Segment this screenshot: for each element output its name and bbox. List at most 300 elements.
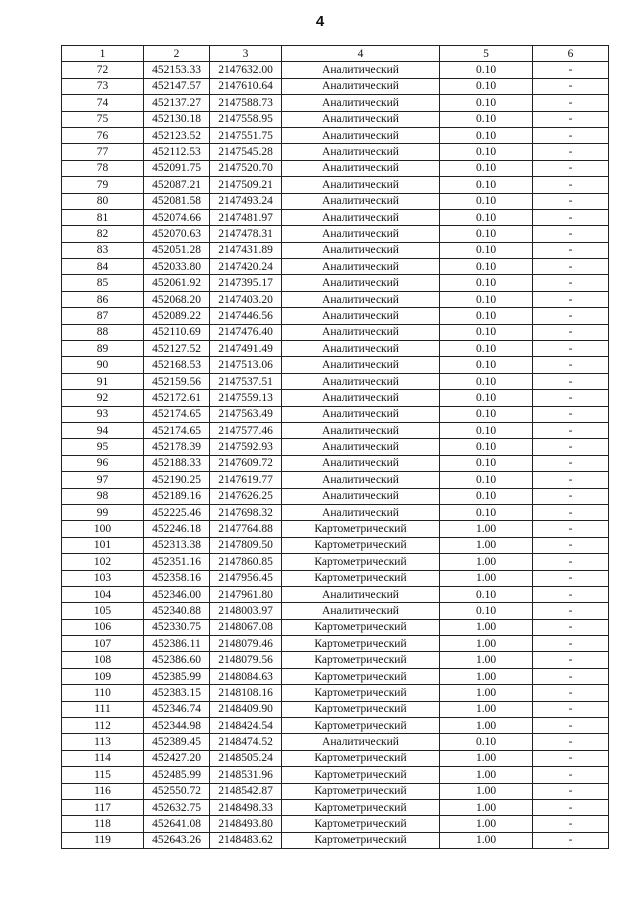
y-coordinate-cell: 2148474.52	[210, 734, 282, 750]
table-row	[62, 668, 609, 684]
point-number-cell: 94	[62, 422, 144, 438]
accuracy-cell: 0.10	[440, 472, 533, 488]
x-coordinate-cell: 452641.08	[144, 816, 210, 832]
method-cell: Аналитический	[282, 603, 440, 619]
y-coordinate-cell: 2148003.97	[210, 603, 282, 619]
table-row	[62, 816, 609, 832]
method-cell: Аналитический	[282, 406, 440, 422]
x-coordinate-cell: 452174.65	[144, 406, 210, 422]
y-coordinate-cell: 2147764.88	[210, 521, 282, 537]
y-coordinate-cell: 2147626.25	[210, 488, 282, 504]
x-coordinate-cell: 452330.75	[144, 619, 210, 635]
accuracy-cell: 1.00	[440, 767, 533, 783]
y-coordinate-cell: 2148409.90	[210, 701, 282, 717]
method-cell: Аналитический	[282, 209, 440, 225]
note-cell: -	[533, 619, 609, 635]
point-number-cell: 93	[62, 406, 144, 422]
x-coordinate-cell: 452385.99	[144, 668, 210, 684]
note-cell: -	[533, 472, 609, 488]
accuracy-cell: 1.00	[440, 816, 533, 832]
note-cell: -	[533, 652, 609, 668]
accuracy-cell: 0.10	[440, 373, 533, 389]
table-row	[62, 570, 609, 586]
x-coordinate-cell: 452190.25	[144, 472, 210, 488]
note-cell: -	[533, 537, 609, 553]
note-cell: -	[533, 357, 609, 373]
note-cell: -	[533, 242, 609, 258]
table-row	[62, 701, 609, 717]
table-row	[62, 554, 609, 570]
accuracy-cell: 0.10	[440, 603, 533, 619]
table-row	[62, 160, 609, 176]
point-number-cell: 79	[62, 177, 144, 193]
y-coordinate-cell: 2147431.89	[210, 242, 282, 258]
table-row	[62, 537, 609, 553]
column-header-1: 1	[62, 46, 144, 62]
x-coordinate-cell: 452632.75	[144, 799, 210, 815]
point-number-cell: 101	[62, 537, 144, 553]
x-coordinate-cell: 452188.33	[144, 455, 210, 471]
note-cell: -	[533, 209, 609, 225]
x-coordinate-cell: 452346.00	[144, 586, 210, 602]
note-cell: -	[533, 95, 609, 111]
y-coordinate-cell: 2147520.70	[210, 160, 282, 176]
point-number-cell: 110	[62, 685, 144, 701]
y-coordinate-cell: 2147537.51	[210, 373, 282, 389]
method-cell: Аналитический	[282, 504, 440, 520]
table-row	[62, 455, 609, 471]
accuracy-cell: 0.10	[440, 341, 533, 357]
method-cell: Аналитический	[282, 422, 440, 438]
point-number-cell: 95	[62, 439, 144, 455]
point-number-cell: 84	[62, 259, 144, 275]
y-coordinate-cell: 2147513.06	[210, 357, 282, 373]
table-row	[62, 472, 609, 488]
method-cell: Аналитический	[282, 373, 440, 389]
table-body	[62, 62, 609, 849]
accuracy-cell: 1.00	[440, 537, 533, 553]
method-cell: Картометрический	[282, 521, 440, 537]
note-cell: -	[533, 373, 609, 389]
method-cell: Картометрический	[282, 783, 440, 799]
y-coordinate-cell: 2147563.49	[210, 406, 282, 422]
method-cell: Картометрический	[282, 750, 440, 766]
y-coordinate-cell: 2147491.49	[210, 341, 282, 357]
y-coordinate-cell: 2147509.21	[210, 177, 282, 193]
x-coordinate-cell: 452070.63	[144, 226, 210, 242]
table-row	[62, 242, 609, 258]
y-coordinate-cell: 2148067.08	[210, 619, 282, 635]
point-number-cell: 104	[62, 586, 144, 602]
x-coordinate-cell: 452340.88	[144, 603, 210, 619]
accuracy-cell: 0.10	[440, 95, 533, 111]
table-row	[62, 324, 609, 340]
note-cell: -	[533, 144, 609, 160]
point-number-cell: 72	[62, 62, 144, 78]
point-number-cell: 119	[62, 832, 144, 848]
table-row	[62, 783, 609, 799]
note-cell: -	[533, 734, 609, 750]
method-cell: Картометрический	[282, 636, 440, 652]
x-coordinate-cell: 452427.20	[144, 750, 210, 766]
method-cell: Аналитический	[282, 455, 440, 471]
accuracy-cell: 1.00	[440, 799, 533, 815]
x-coordinate-cell: 452344.98	[144, 718, 210, 734]
x-coordinate-cell: 452485.99	[144, 767, 210, 783]
point-number-cell: 111	[62, 701, 144, 717]
accuracy-cell: 1.00	[440, 783, 533, 799]
point-number-cell: 73	[62, 78, 144, 94]
accuracy-cell: 0.10	[440, 226, 533, 242]
method-cell: Аналитический	[282, 275, 440, 291]
table-row	[62, 521, 609, 537]
note-cell: -	[533, 308, 609, 324]
point-number-cell: 83	[62, 242, 144, 258]
header-row	[62, 46, 609, 62]
note-cell: -	[533, 259, 609, 275]
y-coordinate-cell: 2148079.56	[210, 652, 282, 668]
note-cell: -	[533, 422, 609, 438]
table-row	[62, 685, 609, 701]
y-coordinate-cell: 2147956.45	[210, 570, 282, 586]
x-coordinate-cell: 452386.11	[144, 636, 210, 652]
accuracy-cell: 0.10	[440, 291, 533, 307]
method-cell: Аналитический	[282, 78, 440, 94]
method-cell: Картометрический	[282, 832, 440, 848]
accuracy-cell: 0.10	[440, 242, 533, 258]
accuracy-cell: 1.00	[440, 832, 533, 848]
point-number-cell: 112	[62, 718, 144, 734]
column-header-4: 4	[282, 46, 440, 62]
point-number-cell: 108	[62, 652, 144, 668]
accuracy-cell: 1.00	[440, 668, 533, 684]
point-number-cell: 96	[62, 455, 144, 471]
note-cell: -	[533, 816, 609, 832]
method-cell: Аналитический	[282, 242, 440, 258]
accuracy-cell: 0.10	[440, 324, 533, 340]
method-cell: Аналитический	[282, 734, 440, 750]
y-coordinate-cell: 2148531.96	[210, 767, 282, 783]
accuracy-cell: 0.10	[440, 62, 533, 78]
x-coordinate-cell: 452386.60	[144, 652, 210, 668]
x-coordinate-cell: 452159.56	[144, 373, 210, 389]
point-number-cell: 76	[62, 127, 144, 143]
x-coordinate-cell: 452225.46	[144, 504, 210, 520]
x-coordinate-cell: 452351.16	[144, 554, 210, 570]
table-row	[62, 62, 609, 78]
point-number-cell: 92	[62, 390, 144, 406]
x-coordinate-cell: 452147.57	[144, 78, 210, 94]
note-cell: -	[533, 521, 609, 537]
point-number-cell: 86	[62, 291, 144, 307]
note-cell: -	[533, 685, 609, 701]
method-cell: Картометрический	[282, 701, 440, 717]
x-coordinate-cell: 452550.72	[144, 783, 210, 799]
y-coordinate-cell: 2147809.50	[210, 537, 282, 553]
accuracy-cell: 1.00	[440, 521, 533, 537]
x-coordinate-cell: 452358.16	[144, 570, 210, 586]
table-row	[62, 767, 609, 783]
x-coordinate-cell: 452127.52	[144, 341, 210, 357]
method-cell: Аналитический	[282, 193, 440, 209]
note-cell: -	[533, 701, 609, 717]
method-cell: Аналитический	[282, 488, 440, 504]
point-number-cell: 109	[62, 668, 144, 684]
table-row	[62, 308, 609, 324]
note-cell: -	[533, 160, 609, 176]
point-number-cell: 103	[62, 570, 144, 586]
table-row	[62, 718, 609, 734]
accuracy-cell: 0.10	[440, 422, 533, 438]
note-cell: -	[533, 783, 609, 799]
accuracy-cell: 1.00	[440, 652, 533, 668]
point-number-cell: 99	[62, 504, 144, 520]
table-row	[62, 357, 609, 373]
note-cell: -	[533, 767, 609, 783]
note-cell: -	[533, 488, 609, 504]
method-cell: Аналитический	[282, 472, 440, 488]
method-cell: Аналитический	[282, 177, 440, 193]
point-number-cell: 114	[62, 750, 144, 766]
method-cell: Аналитический	[282, 127, 440, 143]
table-row	[62, 373, 609, 389]
point-number-cell: 118	[62, 816, 144, 832]
note-cell: -	[533, 603, 609, 619]
x-coordinate-cell: 452172.61	[144, 390, 210, 406]
table-row	[62, 78, 609, 94]
table-row	[62, 652, 609, 668]
x-coordinate-cell: 452081.58	[144, 193, 210, 209]
point-number-cell: 98	[62, 488, 144, 504]
y-coordinate-cell: 2147551.75	[210, 127, 282, 143]
method-cell: Картометрический	[282, 718, 440, 734]
method-cell: Аналитический	[282, 111, 440, 127]
x-coordinate-cell: 452112.53	[144, 144, 210, 160]
x-coordinate-cell: 452033.80	[144, 259, 210, 275]
point-number-cell: 88	[62, 324, 144, 340]
note-cell: -	[533, 341, 609, 357]
x-coordinate-cell: 452189.16	[144, 488, 210, 504]
coordinates-table	[61, 45, 609, 849]
table-row	[62, 504, 609, 520]
y-coordinate-cell: 2147698.32	[210, 504, 282, 520]
accuracy-cell: 0.10	[440, 127, 533, 143]
accuracy-cell: 0.10	[440, 275, 533, 291]
table-row	[62, 177, 609, 193]
table-row	[62, 799, 609, 815]
point-number-cell: 91	[62, 373, 144, 389]
table-row	[62, 209, 609, 225]
point-number-cell: 117	[62, 799, 144, 815]
method-cell: Картометрический	[282, 619, 440, 635]
y-coordinate-cell: 2147592.93	[210, 439, 282, 455]
method-cell: Картометрический	[282, 668, 440, 684]
y-coordinate-cell: 2148498.33	[210, 799, 282, 815]
column-header-2: 2	[144, 46, 210, 62]
method-cell: Аналитический	[282, 259, 440, 275]
table-row	[62, 619, 609, 635]
note-cell: -	[533, 177, 609, 193]
method-cell: Аналитический	[282, 144, 440, 160]
method-cell: Аналитический	[282, 341, 440, 357]
point-number-cell: 97	[62, 472, 144, 488]
y-coordinate-cell: 2147961.80	[210, 586, 282, 602]
note-cell: -	[533, 668, 609, 684]
point-number-cell: 102	[62, 554, 144, 570]
y-coordinate-cell: 2148084.63	[210, 668, 282, 684]
y-coordinate-cell: 2148108.16	[210, 685, 282, 701]
accuracy-cell: 0.10	[440, 144, 533, 160]
note-cell: -	[533, 718, 609, 734]
y-coordinate-cell: 2147481.97	[210, 209, 282, 225]
method-cell: Аналитический	[282, 324, 440, 340]
x-coordinate-cell: 452091.75	[144, 160, 210, 176]
x-coordinate-cell: 452087.21	[144, 177, 210, 193]
x-coordinate-cell: 452346.74	[144, 701, 210, 717]
accuracy-cell: 0.10	[440, 193, 533, 209]
column-header-3: 3	[210, 46, 282, 62]
y-coordinate-cell: 2147395.17	[210, 275, 282, 291]
y-coordinate-cell: 2148493.80	[210, 816, 282, 832]
note-cell: -	[533, 390, 609, 406]
accuracy-cell: 0.10	[440, 455, 533, 471]
table-row	[62, 750, 609, 766]
table-row	[62, 734, 609, 750]
method-cell: Аналитический	[282, 390, 440, 406]
method-cell: Картометрический	[282, 537, 440, 553]
x-coordinate-cell: 452068.20	[144, 291, 210, 307]
note-cell: -	[533, 275, 609, 291]
table-row	[62, 422, 609, 438]
table-row	[62, 488, 609, 504]
method-cell: Картометрический	[282, 685, 440, 701]
method-cell: Аналитический	[282, 62, 440, 78]
note-cell: -	[533, 291, 609, 307]
table-row	[62, 406, 609, 422]
y-coordinate-cell: 2147610.64	[210, 78, 282, 94]
accuracy-cell: 0.10	[440, 390, 533, 406]
table-row	[62, 832, 609, 848]
point-number-cell: 80	[62, 193, 144, 209]
table-row	[62, 95, 609, 111]
accuracy-cell: 1.00	[440, 718, 533, 734]
y-coordinate-cell: 2148424.54	[210, 718, 282, 734]
point-number-cell: 115	[62, 767, 144, 783]
note-cell: -	[533, 324, 609, 340]
point-number-cell: 105	[62, 603, 144, 619]
method-cell: Аналитический	[282, 439, 440, 455]
y-coordinate-cell: 2147619.77	[210, 472, 282, 488]
note-cell: -	[533, 62, 609, 78]
note-cell: -	[533, 504, 609, 520]
y-coordinate-cell: 2147478.31	[210, 226, 282, 242]
table-row	[62, 111, 609, 127]
accuracy-cell: 0.10	[440, 488, 533, 504]
table-row	[62, 259, 609, 275]
accuracy-cell: 0.10	[440, 439, 533, 455]
table-row	[62, 390, 609, 406]
page-number: 4	[315, 13, 325, 30]
method-cell: Аналитический	[282, 291, 440, 307]
accuracy-cell: 1.00	[440, 554, 533, 570]
point-number-cell: 106	[62, 619, 144, 635]
x-coordinate-cell: 452178.39	[144, 439, 210, 455]
column-header-5: 5	[440, 46, 533, 62]
y-coordinate-cell: 2147609.72	[210, 455, 282, 471]
y-coordinate-cell: 2147545.28	[210, 144, 282, 160]
note-cell: -	[533, 127, 609, 143]
method-cell: Аналитический	[282, 308, 440, 324]
x-coordinate-cell: 452389.45	[144, 734, 210, 750]
x-coordinate-cell: 452123.52	[144, 127, 210, 143]
accuracy-cell: 0.10	[440, 78, 533, 94]
table-row	[62, 127, 609, 143]
method-cell: Картометрический	[282, 554, 440, 570]
x-coordinate-cell: 452137.27	[144, 95, 210, 111]
method-cell: Аналитический	[282, 226, 440, 242]
point-number-cell: 74	[62, 95, 144, 111]
x-coordinate-cell: 452061.92	[144, 275, 210, 291]
y-coordinate-cell: 2147588.73	[210, 95, 282, 111]
table-row	[62, 226, 609, 242]
x-coordinate-cell: 452089.22	[144, 308, 210, 324]
note-cell: -	[533, 750, 609, 766]
method-cell: Картометрический	[282, 767, 440, 783]
point-number-cell: 107	[62, 636, 144, 652]
note-cell: -	[533, 554, 609, 570]
table-row	[62, 603, 609, 619]
note-cell: -	[533, 799, 609, 815]
table-row	[62, 291, 609, 307]
x-coordinate-cell: 452051.28	[144, 242, 210, 258]
point-number-cell: 75	[62, 111, 144, 127]
accuracy-cell: 0.10	[440, 209, 533, 225]
x-coordinate-cell: 452130.18	[144, 111, 210, 127]
y-coordinate-cell: 2147446.56	[210, 308, 282, 324]
point-number-cell: 89	[62, 341, 144, 357]
accuracy-cell: 0.10	[440, 160, 533, 176]
x-coordinate-cell: 452168.53	[144, 357, 210, 373]
accuracy-cell: 1.00	[440, 701, 533, 717]
accuracy-cell: 1.00	[440, 636, 533, 652]
x-coordinate-cell: 452383.15	[144, 685, 210, 701]
method-cell: Аналитический	[282, 95, 440, 111]
y-coordinate-cell: 2148542.87	[210, 783, 282, 799]
point-number-cell: 82	[62, 226, 144, 242]
y-coordinate-cell: 2147860.85	[210, 554, 282, 570]
method-cell: Картометрический	[282, 652, 440, 668]
y-coordinate-cell: 2147558.95	[210, 111, 282, 127]
x-coordinate-cell: 452153.33	[144, 62, 210, 78]
note-cell: -	[533, 78, 609, 94]
y-coordinate-cell: 2147577.46	[210, 422, 282, 438]
accuracy-cell: 0.10	[440, 734, 533, 750]
point-number-cell: 113	[62, 734, 144, 750]
note-cell: -	[533, 193, 609, 209]
point-number-cell: 78	[62, 160, 144, 176]
x-coordinate-cell: 452110.69	[144, 324, 210, 340]
method-cell: Картометрический	[282, 799, 440, 815]
accuracy-cell: 0.10	[440, 259, 533, 275]
x-coordinate-cell: 452074.66	[144, 209, 210, 225]
y-coordinate-cell: 2147559.13	[210, 390, 282, 406]
y-coordinate-cell: 2148505.24	[210, 750, 282, 766]
x-coordinate-cell: 452643.26	[144, 832, 210, 848]
point-number-cell: 77	[62, 144, 144, 160]
accuracy-cell: 1.00	[440, 570, 533, 586]
accuracy-cell: 0.10	[440, 406, 533, 422]
note-cell: -	[533, 586, 609, 602]
